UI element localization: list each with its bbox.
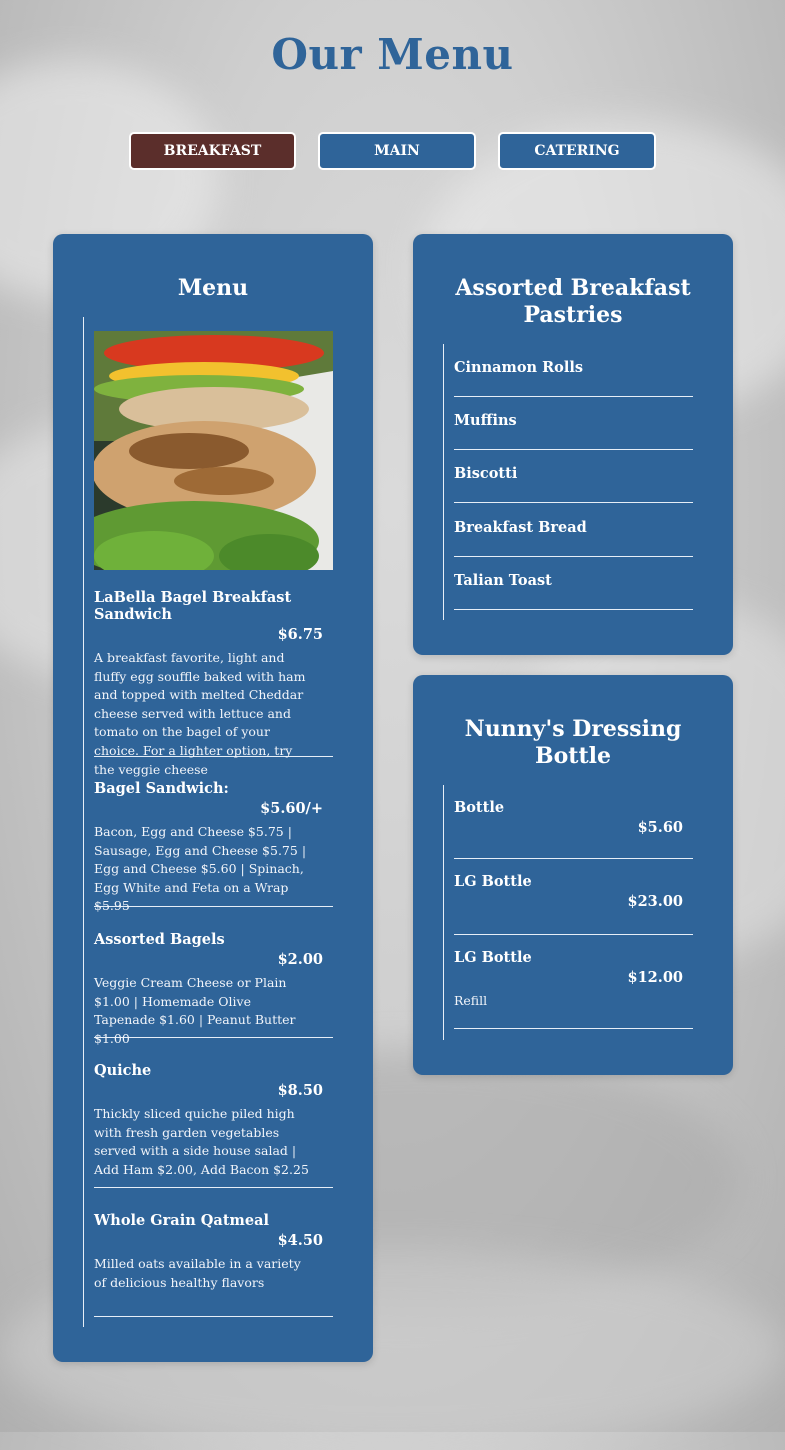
item-price: $2.00 [277,951,323,968]
menu-card [53,234,373,1362]
item-name: Talian Toast [454,571,552,589]
dressing-item [454,859,693,935]
menu-item [94,1054,333,1188]
menu-list [83,317,334,1327]
item-name: Muffins [454,412,517,430]
dressing-card [413,675,733,1075]
item-description: Bacon, Egg and Cheese $5.75 | Sausage, Egg and Cheese $5.75 | Egg and Cheese $5.60 | Spinach, Egg White and Feta on a Wrap $5.95 [94,824,307,914]
item-price: $4.50 [277,1232,323,1249]
item-name: LaBella Bagel Breakfast Sandwich [94,589,292,623]
item-description: Veggie Cream Cheese or Plain $1.00 | Homemade Olive Tapenade $1.60 | Peanut Butter $1.00 [94,975,296,1046]
item-name: Whole Grain Qatmeal [94,1212,269,1229]
item-description: A breakfast favorite, light and fluffy egg souffle baked with ham and topped with melted Cheddar cheese served with lettuce and tomato on the bagel of your choice. For a lighter option, try the veggie cheese [94,650,306,777]
card-title: Assorted Breakfast Pastries [455,275,691,328]
item-description: Milled oats available in a variety of delicious healthy flavors [94,1256,301,1290]
menu-item [94,1204,333,1317]
menu-tabs [0,132,785,172]
menu-item [94,772,333,914]
pastries-list [443,344,694,620]
card-title: Menu [177,275,249,301]
item-description: Thickly sliced quiche piled high with fresh garden vegetables served with a side house salad | Add Ham $2.00, Add Bacon $2.25 [94,1106,309,1177]
card-title: Nunny's Dressing Bottle [464,716,682,769]
pastry-item [454,344,693,397]
item-name: Assorted Bagels [94,931,225,948]
item-note: Refill [454,993,488,1008]
item-name: Cinnamon Rolls [454,359,584,376]
dressing-list [443,785,694,1040]
item-price: $6.75 [277,626,323,643]
tab-catering[interactable]: CATERING [498,132,656,170]
item-name: Biscotti [454,465,518,483]
tab-breakfast[interactable]: BREAKFAST [129,132,296,170]
item-name: Bagel Sandwich: [94,780,229,797]
item-price: $23.00 [627,893,683,910]
item-price: $12.00 [627,969,683,986]
pastry-item [454,450,693,503]
menu-item [94,581,333,777]
dressing-item [454,785,693,859]
item-name: Quiche [94,1062,152,1079]
item-price: $8.50 [277,1082,323,1099]
pastry-item [454,504,693,557]
item-name: LG Bottle [454,949,532,966]
item-name: Breakfast Bread [454,518,587,536]
pastry-item [454,557,693,610]
item-price: $5.60/+ [260,800,323,817]
pastries-card [413,234,733,655]
sandwich-photo [94,331,333,570]
item-price: $5.60 [637,819,683,836]
dressing-item [454,935,693,1029]
item-name: LG Bottle [454,873,532,890]
tab-main[interactable]: MAIN [318,132,476,170]
page-title: Our Menu [271,30,514,79]
pastry-item [454,397,693,450]
item-name: Bottle [454,799,505,816]
menu-item [94,923,333,1046]
